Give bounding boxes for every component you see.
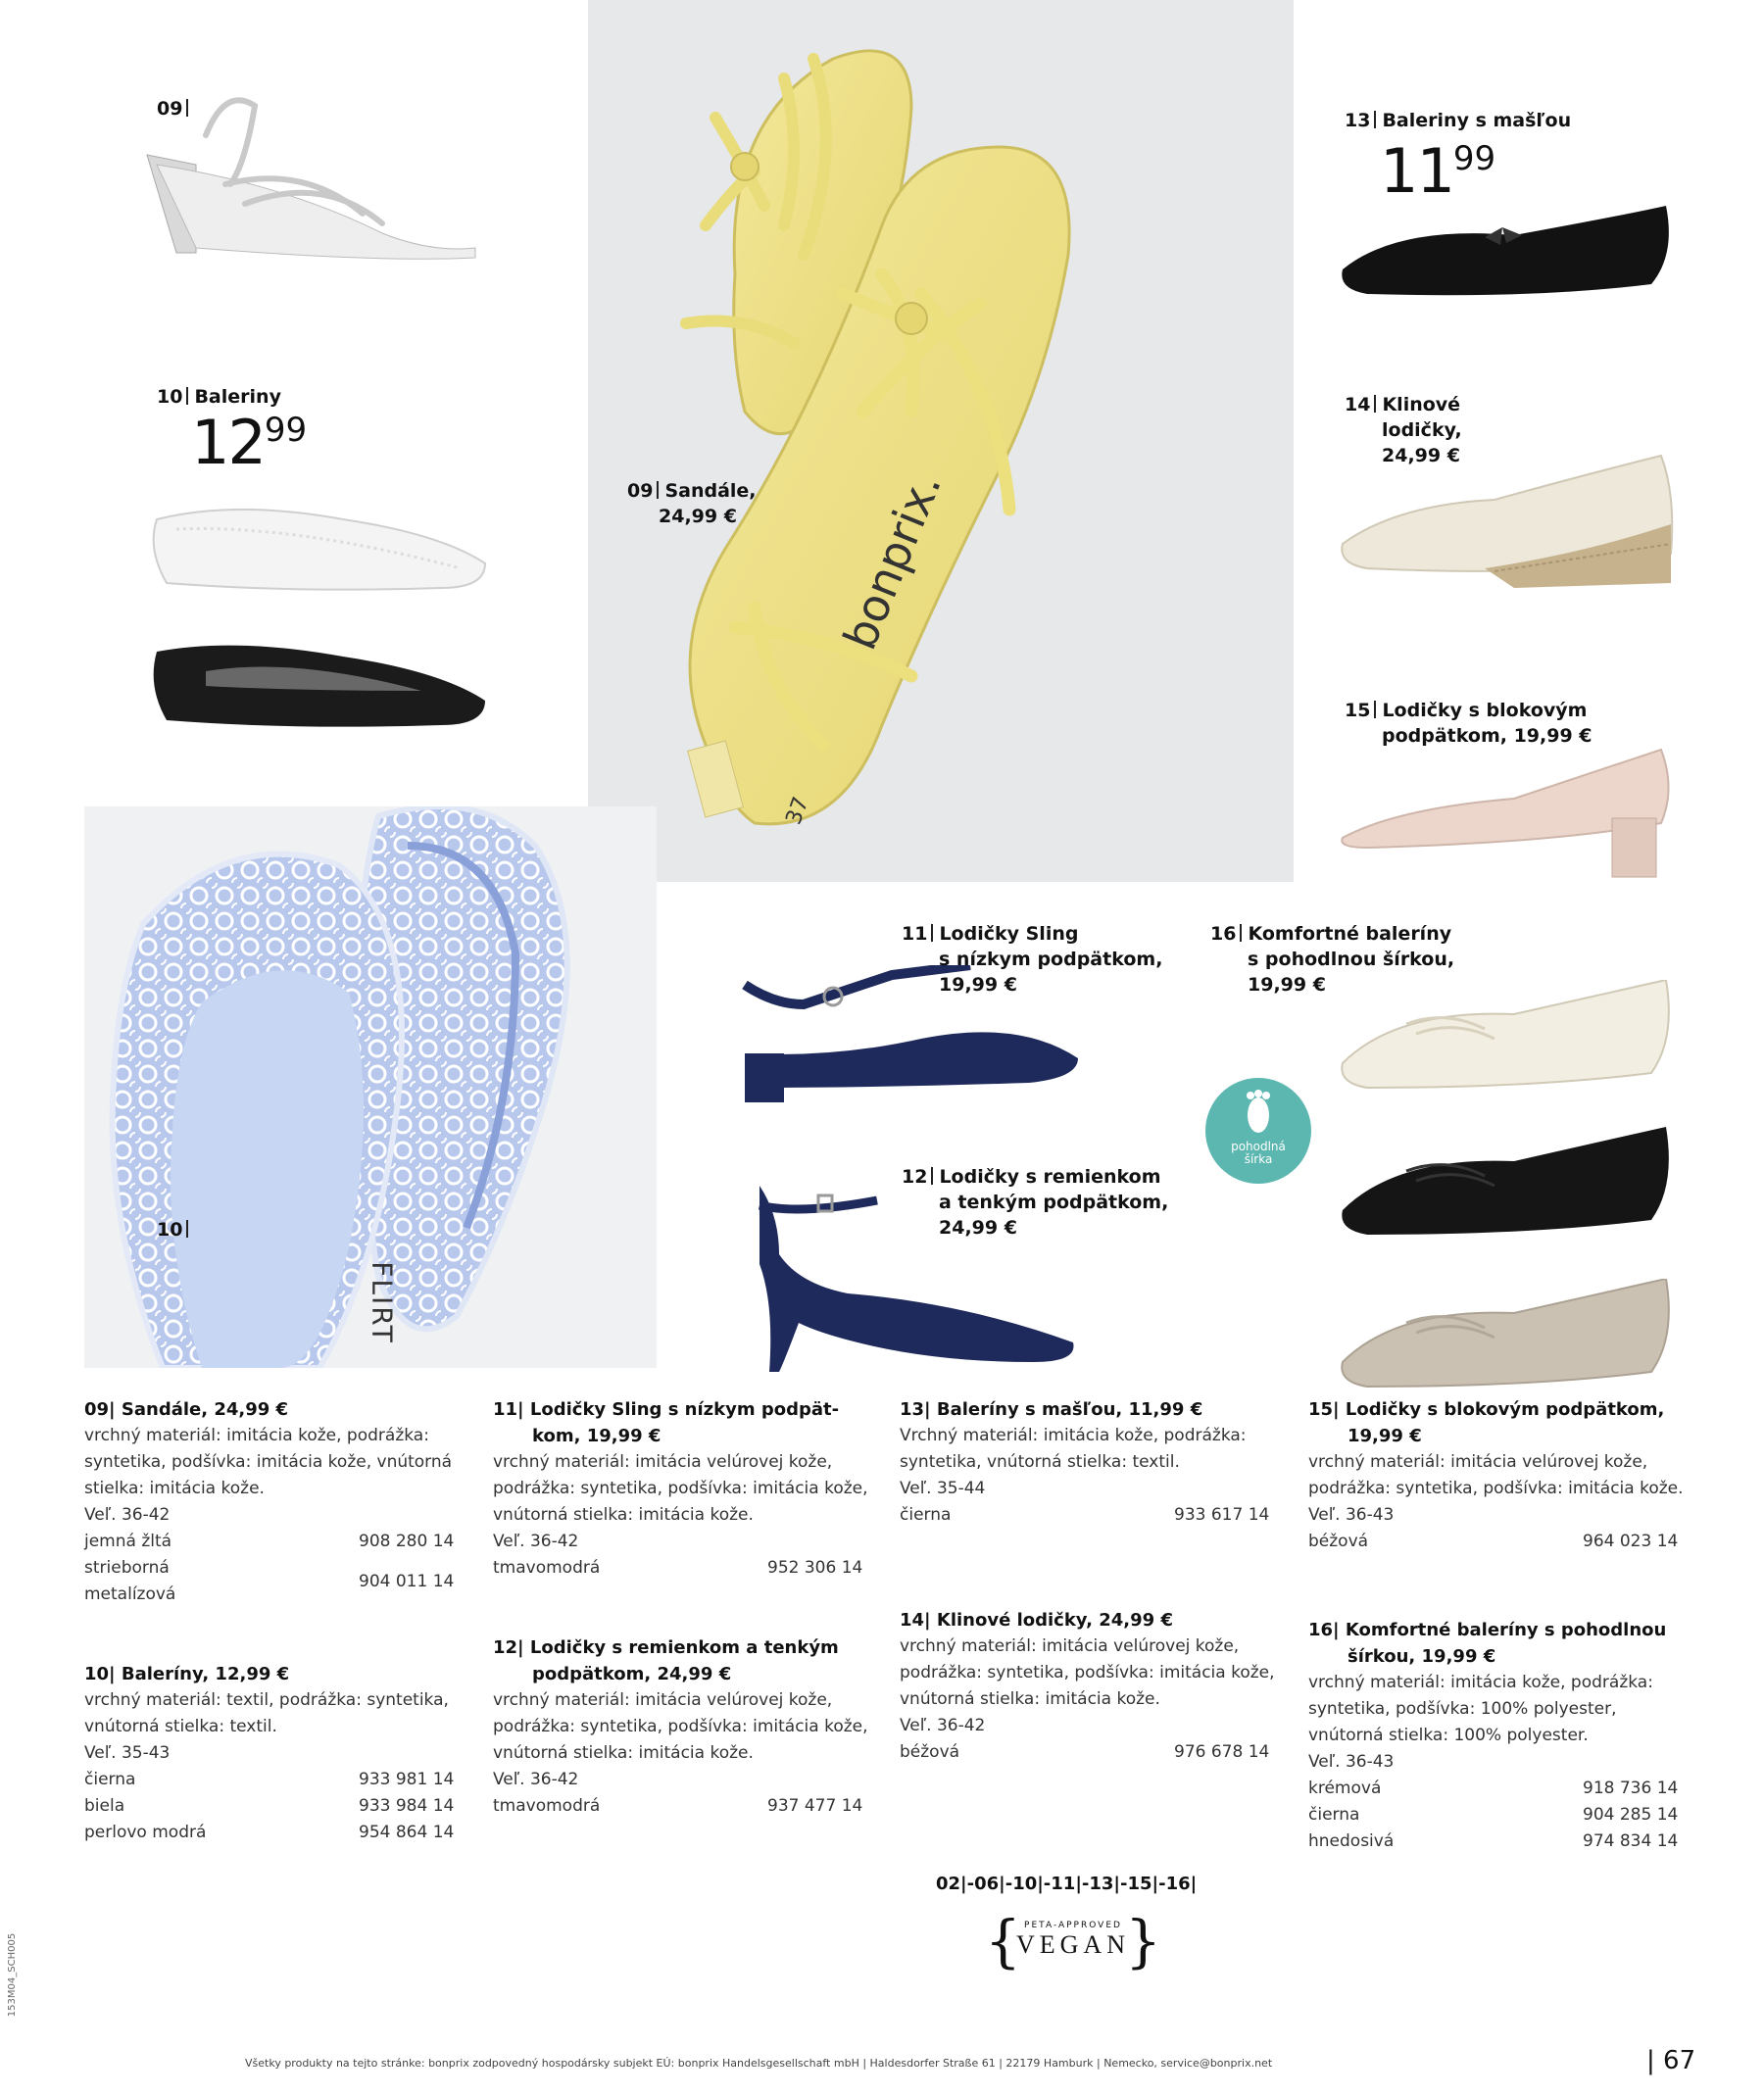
desc-15-row: béžová 964 023 14	[1308, 1532, 1679, 1551]
desc-12-row: tmavomodrá 937 477 14	[493, 1796, 863, 1816]
vegan-big: VEGAN	[1016, 1930, 1130, 1959]
desc-16-row: hnedosivá 974 834 14	[1308, 1831, 1679, 1851]
white-ballerina-image	[147, 490, 495, 598]
desc-11-title2: kom, 19,99 €	[532, 1426, 662, 1446]
desc-09-title: 09| Sandále, 24,99 €	[84, 1399, 289, 1420]
lace-ballerina-photo	[84, 806, 657, 1368]
desc-15-size: Veľ. 36-43	[1308, 1505, 1395, 1525]
desc-09	[84, 1396, 466, 1608]
desc-16-row: krémová 918 736 14	[1308, 1779, 1679, 1798]
desc-15-title: 15| Lodičky s blokovým podpätkom,	[1308, 1399, 1665, 1420]
desc-13-body: Vrchný materiál: imitácia kože, podrážka: syntetika, vnútorná stielka: textil.	[900, 1426, 1247, 1472]
desc-14-title: 14| Klinové lodičky, 24,99 €	[900, 1610, 1173, 1631]
desc-13	[900, 1396, 1282, 1529]
desc-16-body: vrchný materiál: imitácia kože, podrážka: syntetika, podšívka: 100% polyester, vnútorná stielka: 100% polyester.	[1308, 1673, 1653, 1745]
comfort-width-badge	[1205, 1078, 1311, 1184]
cream-comfort-ballerina-image	[1338, 980, 1676, 1102]
vegan-refs: 02|-06|-10|-11|-13|-15|-16|	[936, 1874, 1198, 1894]
vegan-logo	[985, 1908, 1161, 1974]
page-number: | 67	[1646, 2046, 1696, 2075]
desc-14-body: vrchný materiál: imitácia velúrovej kože, podrážka: syntetika, podšívka: imitácia kože, vnútorná stielka: imitácia kože.	[900, 1636, 1275, 1709]
desc-10-row: perlovo modrá 954 864 14	[84, 1823, 455, 1842]
label-16-top: 16 Komfortné baleríny s pohodlnou šírkou, 19,99 €	[1210, 923, 1455, 996]
badge-line2: šírka	[1244, 1152, 1273, 1166]
label-12-top: 12 Lodičky s remienkom a tenkým podpätkom, 24,99 €	[902, 1166, 1169, 1239]
black-bow-ballerina-image	[1338, 196, 1676, 304]
desc-16-size: Veľ. 36-43	[1308, 1752, 1395, 1772]
desc-12-body: vrchný materiál: imitácia velúrovej kože, podrážka: syntetika, podšívka: imitácia kože, vnútorná stielka: imitácia kože.	[493, 1690, 868, 1763]
footer-legal: Všetky produkty na tejto stránke: bonprix zodpovedný hospodársky subjekt EÚ: bonprix Handelsgesellschaft mbH | Haldesdorfer Straße 61 | 22179 Hamburk | Nemecko, service@bonprix.net	[245, 2057, 1273, 2070]
desc-12-title: 12| Lodičky s remienkom a tenkým	[493, 1637, 839, 1658]
desc-09-row: strieborná metalízová 904 011 14	[84, 1558, 455, 1604]
desc-14-row: béžová 976 678 14	[900, 1742, 1270, 1762]
label-13-top: 13 Baleriny s mašľou	[1345, 110, 1572, 131]
label-09-center: 09 Sandále, 24,99 €	[627, 480, 757, 527]
desc-14	[900, 1607, 1282, 1766]
desc-10-row: biela 933 984 14	[84, 1796, 455, 1816]
desc-09-body: vrchný materiál: imitácia kože, podrážka: syntetika, podšívka: imitácia kože, vnútorná stielka: imitácia kože.	[84, 1426, 453, 1498]
desc-16-title2: šírkou, 19,99 €	[1348, 1646, 1496, 1667]
insole-brand: bonprix.	[833, 464, 952, 658]
desc-09-row: jemná žltá 908 280 14	[84, 1532, 455, 1551]
desc-16-row: čierna 904 285 14	[1308, 1805, 1679, 1825]
label-10-top: 10 Baleriny	[157, 386, 281, 408]
desc-15	[1308, 1396, 1690, 1555]
price-big-13: 1199	[1380, 135, 1496, 207]
desc-10-body: vrchný materiál: textil, podrážka: syntetika, vnútorná stielka: textil.	[84, 1690, 449, 1736]
desc-11-size: Veľ. 36-42	[493, 1532, 579, 1551]
desc-09-size: Veľ. 36-42	[84, 1505, 171, 1525]
desc-16-title: 16| Komfortné baleríny s pohodlnou	[1308, 1620, 1667, 1640]
brace-left-icon: {	[985, 1908, 1021, 1974]
label-10-photo: 10	[157, 1217, 194, 1243]
desc-11-body: vrchný materiál: imitácia velúrovej kože, podrážka: syntetika, podšívka: imitácia kože, vnútorná stielka: imitácia kože.	[493, 1452, 868, 1525]
yellow-sandals-photo	[588, 0, 1294, 882]
brace-right-icon: }	[1125, 1908, 1161, 1974]
price-big-10: 1299	[191, 407, 308, 478]
footprint-icon	[1239, 1088, 1278, 1137]
desc-12	[493, 1634, 875, 1820]
taupe-comfort-ballerina-image	[1338, 1279, 1676, 1401]
desc-13-size: Veľ. 35-44	[900, 1479, 986, 1498]
desc-15-title2: 19,99 €	[1348, 1426, 1422, 1446]
beige-block-heel-image	[1338, 740, 1676, 887]
desc-12-title2: podpätkom, 24,99 €	[532, 1664, 732, 1684]
desc-10	[84, 1661, 466, 1846]
label-15-top: 15 Lodičky s blokovým podpätkom, 19,99 €	[1345, 700, 1592, 747]
desc-11	[493, 1396, 875, 1582]
desc-10-title: 10| Baleríny, 12,99 €	[84, 1664, 290, 1684]
insole-brand-flirt: FLIRT	[366, 1261, 399, 1344]
desc-12-size: Veľ. 36-42	[493, 1770, 579, 1789]
desc-11-row: tmavomodrá 952 306 14	[493, 1558, 863, 1578]
vegan-small: PETA-APPROVED	[1024, 1921, 1122, 1930]
label-09-small: 09	[157, 96, 194, 122]
label-14-top: 14 Klinové lodičky, 24,99 €	[1345, 394, 1462, 466]
label-11-top: 11 Lodičky Sling s nízkym podpätkom, 19,99 €	[902, 923, 1163, 996]
desc-14-size: Veľ. 36-42	[900, 1716, 986, 1735]
desc-10-row: čierna 933 981 14	[84, 1770, 455, 1789]
insole-size: 37	[781, 794, 814, 828]
badge-line1: pohodlná	[1231, 1140, 1286, 1153]
black-ballerina-image	[147, 632, 495, 735]
desc-10-size: Veľ. 35-43	[84, 1743, 171, 1763]
black-comfort-ballerina-image	[1338, 1127, 1676, 1249]
desc-16	[1308, 1617, 1690, 1855]
desc-15-body: vrchný materiál: imitácia velúrovej kože, podrážka: syntetika, podšívka: imitácia kože.	[1308, 1452, 1684, 1498]
desc-13-title: 13| Baleríny s mašľou, 11,99 €	[900, 1399, 1203, 1420]
side-code: 153M04_SCH005	[7, 1932, 19, 2018]
desc-13-row: čierna 933 617 14	[900, 1505, 1270, 1525]
desc-11-title: 11| Lodičky Sling s nízkym podpät-	[493, 1399, 840, 1420]
